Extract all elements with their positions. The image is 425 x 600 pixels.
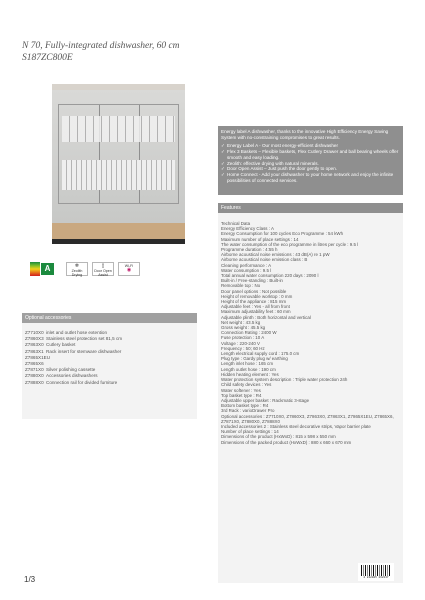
spec-line: Door panel options : Not possible	[221, 288, 287, 294]
spec-line: Programme duration : 4:55 h	[221, 247, 278, 253]
list-item: Z7865X6	[25, 360, 44, 366]
bullet-item: ✓ Home Connect - Add your dishwasher to your home network and enjoy the infinite possibilities of connected services.	[221, 171, 394, 183]
spec-line: Built-in / Free-standing : Built-in	[221, 278, 283, 284]
spec-line: Cleaning performance : A	[221, 262, 272, 268]
list-item: Z7860X3 Stainless steel protection set 81,5 cm	[25, 336, 123, 342]
spec-line: The water consumption of the eco programme in litres per cycle : 9.5 l	[221, 241, 359, 247]
spec-line: Length outlet hose : 190 cm	[221, 366, 276, 372]
spec-line: Top basket type : R4	[221, 392, 262, 398]
check-icon: ✓	[221, 171, 225, 177]
technical-data-heading: Technical Data	[221, 221, 251, 226]
list-item: Z7871X0 Silver polishing cassette	[25, 367, 96, 373]
spec-line: Gross weight : 45.5 kg	[221, 325, 266, 331]
intro-text: Energy label A dishwasher, thanks to the innovative High Efficiency Energy Saving System with no-constraining compromises to great results.	[221, 129, 389, 140]
spec-line: Water consumption : 9.5 l	[221, 267, 272, 273]
spec-line: Frequency : 50; 60 Hz	[221, 345, 265, 351]
spec-line: Airborne acoustical noise emissions : 43 dB(A) re 1 pW	[221, 252, 330, 258]
spec-line: Maximum number of place settings : 14	[221, 236, 299, 242]
barcode-number: 4 242005 262237	[363, 576, 389, 579]
spec-line: Airborne acoustical noise emission class : B	[221, 257, 308, 263]
spec-line: Bottom basket type : R4	[221, 403, 269, 409]
features-heading: Features	[218, 203, 403, 213]
wifi-icon: Wi-Fi ◉	[118, 262, 140, 276]
list-item: Z7710X0 inlet and outlet hose extention	[25, 330, 108, 335]
spec-line: Dimensions of the product (HxWxD) : 815 x 598 x 550 mm	[221, 434, 336, 440]
product-model: S187ZC800E	[22, 53, 73, 63]
barcode	[358, 563, 394, 581]
check-icon: ✓	[221, 143, 225, 149]
spec-line: Water protection system description : Triple water protection 24h	[221, 377, 348, 383]
spec-line: Energy Consumption for 100 cycles Eco Programme : 54 kWh	[221, 231, 344, 237]
product-image	[52, 84, 185, 244]
spec-line: Number of place settings : 14	[221, 429, 279, 435]
bullet-item: ✓ Energy Label A - Our most energy-efficient dishwasher	[221, 143, 338, 149]
list-item: Z7863X1 Rack insert for stemware dishwasher	[25, 348, 122, 354]
spec-line: Net weight : 43.5 kg	[221, 319, 261, 325]
bullet-item: ✓ Flex 3 Baskets – Flexible baskets, Flex Cutlery Drawer and ball bearing wheels offer smooth and easy loading.	[221, 149, 399, 160]
barcode-icon	[361, 565, 391, 576]
spec-line: Water softener : Yes	[221, 387, 261, 393]
spec-line: Fuse protection : 10 A	[221, 335, 265, 341]
bullet-item: ✓ Zeolith: effective drying with natural minerals.	[221, 160, 319, 166]
check-icon: ✓	[221, 160, 225, 166]
door-open-assist-icon: ▯ Door Open Assist	[92, 262, 114, 276]
spec-line: Adjustable feet : Yes - all from front	[221, 304, 290, 310]
check-icon: ✓	[221, 149, 225, 155]
spec-line: Length electrical supply cord : 175.0 cm	[221, 351, 300, 357]
spec-line: Adjustable upper basket : Rackmatic 3-stage	[221, 397, 310, 403]
accessories-table	[22, 323, 197, 419]
spec-line: Connection Rating : 2400 W	[221, 330, 277, 336]
bullet-item: ✓ Door Open Assist – Just push the door gently to open.	[221, 166, 338, 172]
spec-line: Adjustable plinth : Both horizontal and vertical	[221, 314, 311, 320]
spec-line: Total annual water consumption 220 days : 2090 l	[221, 273, 319, 279]
list-item: Z7880X0 Accessories dishwashers	[25, 373, 98, 379]
spec-line: Height of the appliance : 815 mm	[221, 299, 287, 305]
product-title: N 70, Fully-integrated dishwasher, 60 cm	[22, 41, 180, 51]
spec-line: Hidden heating element : Yes	[221, 371, 279, 377]
spec-line: Energy Efficiency Class : A	[221, 226, 274, 232]
product-title-block	[22, 40, 180, 64]
intro-box	[218, 126, 403, 195]
features-list	[218, 213, 403, 583]
spec-line: 3rd Rack : varioDrawer Pro	[221, 408, 275, 414]
spec-line: Dimensions of the packed product (HxWxD) : 880 x 660 x 670 mm	[221, 439, 352, 445]
accessories-heading: Optional accessories	[22, 313, 197, 323]
spec-line: Optional accessories : Z7710X0, Z7860X3, Z7863X0, Z7863X1, Z7865X1EU, Z7865X6, Z7871X0, Z7880X0, Z7888X0	[221, 413, 394, 424]
zeolith-drying-icon: ❄ Zeolith Drying	[66, 262, 88, 276]
spec-line: Plug type : Gardy plug w/ earthing	[221, 356, 288, 362]
energy-scale-icon	[30, 262, 40, 276]
list-item: Z7888X0 Connection rail for divided furniture	[25, 379, 118, 385]
list-item: Z7865X1EU	[25, 354, 51, 360]
spec-line: Maximum adjustability feet : 60 mm	[221, 309, 291, 315]
energy-label	[30, 262, 54, 276]
spec-line: Height of removable worktop : 0 mm	[221, 293, 293, 299]
spec-line: Child safety devices : Yes	[221, 382, 272, 388]
energy-class: A	[41, 263, 54, 275]
spec-line: Removable top : No	[221, 283, 261, 289]
spec-line: Length inlet hose : 165 cm	[221, 361, 274, 367]
list-item: Z7863X0 Cutlery basket	[25, 342, 76, 348]
spec-line: Included accessories 2 : Stainless steel decorative strips, Vapor barrier plate	[221, 423, 371, 429]
check-icon: ✓	[221, 166, 225, 172]
page-number: 1/3	[24, 575, 36, 584]
spec-line: Voltage : 220-240 V	[221, 340, 260, 346]
